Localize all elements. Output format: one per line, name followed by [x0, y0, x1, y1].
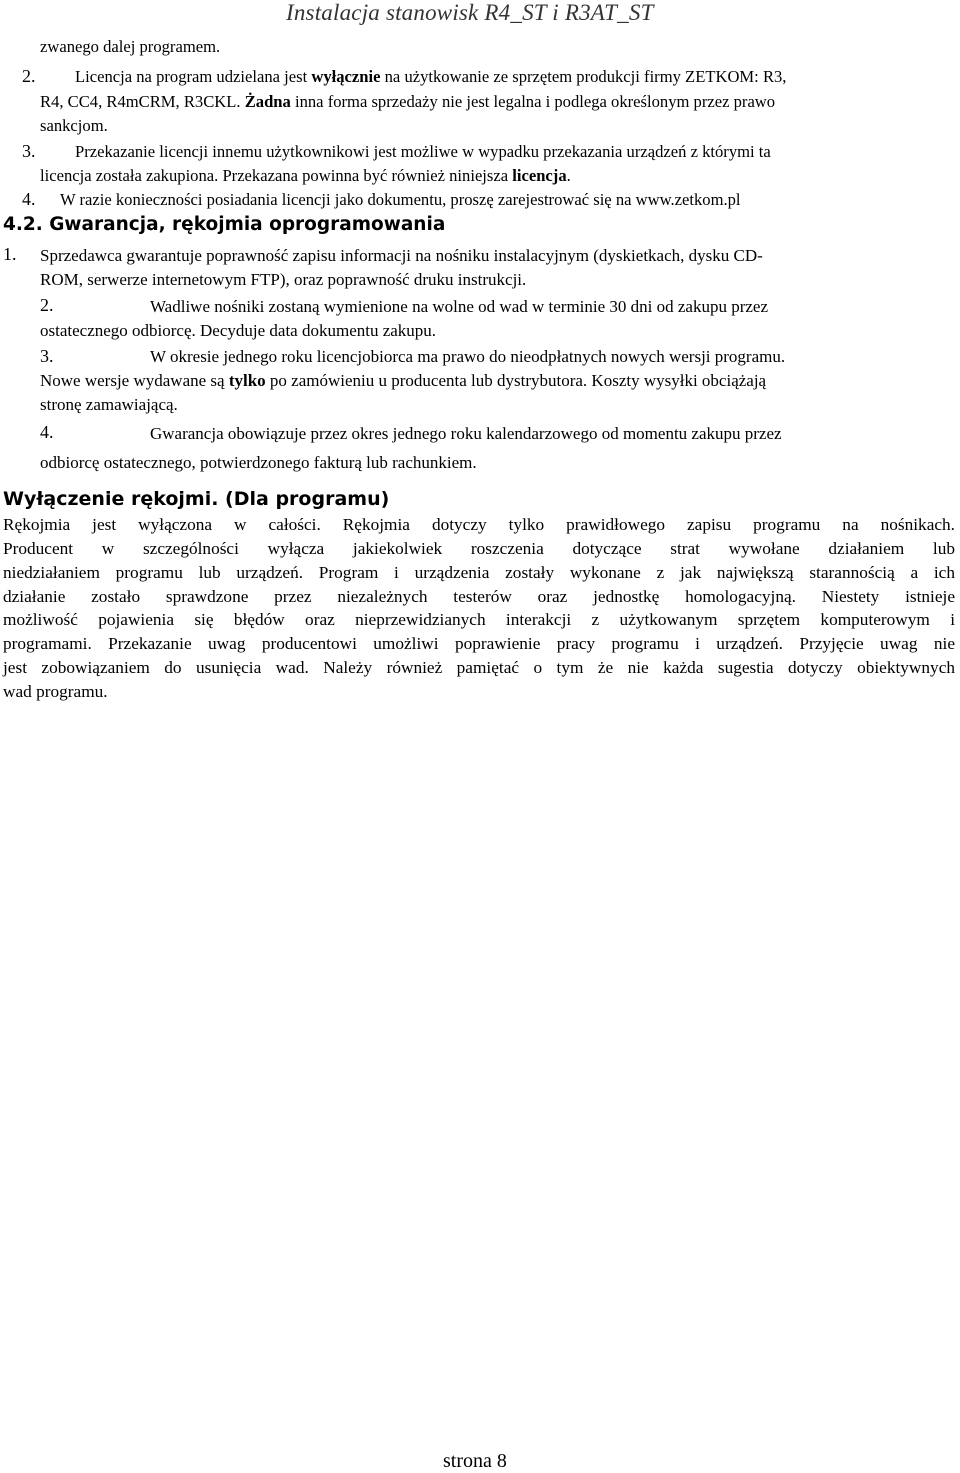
exclusion-line-1: Rękojmia jest wyłączona w całości. Rękojmia dotyczy tylko prawidłowego zapisu programu na nośnikach.	[3, 515, 955, 534]
running-header: Instalacja stanowisk R4_ST i R3AT_ST	[286, 0, 654, 25]
license-continuation: zwanego dalej programem.	[40, 37, 221, 56]
license-item-3-line-2: licencja została zakupiona. Przekazana powinna być również niniejsza licencja.	[40, 166, 571, 185]
warranty-item-3-line-1: W okresie jednego roku licencjobiorca ma prawo do nieodpłatnych nowych wersji programu.	[150, 347, 786, 366]
license-item-3-number: 3.	[22, 141, 36, 161]
exclusion-line-2: Producent w szczególności wyłącza jakiekolwiek roszczenia dotyczące strat wywołane działaniem lub	[3, 539, 955, 558]
warranty-item-2-line-1: Wadliwe nośniki zostaną wymienione na wolne od wad w terminie 30 dni od zakupu przez	[150, 297, 769, 316]
exclusion-line-5: możliwość pojawienia się błędów oraz nieprzewidzianych interakcji z użytkowanym sprzętem komputerowym i	[3, 610, 955, 629]
warranty-item-1-line-1: Sprzedawca gwarantuje poprawność zapisu informacji na nośniku instalacyjnym (dyskietkach, dysku CD-	[40, 246, 763, 265]
license-item-2-line-1: Licencja na program udzielana jest wyłącznie na użytkowanie ze sprzętem produkcji firmy ZETKOM: R3,	[75, 67, 787, 86]
warranty-item-1-number: 1.	[3, 244, 17, 264]
warranty-item-4-number: 4.	[40, 422, 54, 442]
warranty-item-2-number: 2.	[40, 295, 54, 315]
page-number: strona 8	[443, 1450, 507, 1472]
license-item-3-line-1: Przekazanie licencji innemu użytkownikowi jest możliwe w wypadku przekazania urządzeń z którymi ta	[75, 142, 771, 161]
license-item-2-number: 2.	[22, 66, 36, 86]
exclusion-line-4: działanie zostało sprawdzone przez niezależnych testerów oraz jednostkę homologacyjną. Niestety istnieje	[3, 587, 955, 606]
warranty-heading: 4.2. Gwarancja, rękojmia oprogramowania	[3, 214, 446, 235]
exclusion-heading: Wyłączenie rękojmi. (Dla programu)	[3, 488, 390, 510]
warranty-item-2-line-2: ostatecznego odbiorcę. Decyduje data dokumentu zakupu.	[40, 321, 437, 340]
exclusion-line-6: programami. Przekazanie uwag producentowi umożliwi poprawienie pracy programu i urządzeń. Przyjęcie uwag nie	[3, 634, 955, 653]
exclusion-line-7: jest zobowiązaniem do usunięcia wad. Należy również pamiętać o tym że nie każda sugestia dotyczy obiektywnych	[3, 658, 955, 677]
license-item-2-line-3: sankcjom.	[40, 116, 108, 135]
license-item-4-number: 4.	[22, 189, 36, 209]
warranty-item-3-line-3: stronę zamawiającą.	[40, 395, 178, 414]
license-item-2-line-2: R4, CC4, R4mCRM, R3CKL. Żadna inna forma sprzedaży nie jest legalna i podlega określonym przez prawo	[40, 92, 776, 111]
warranty-item-3-line-2: Nowe wersje wydawane są tylko po zamówieniu u producenta lub dystrybutora. Koszty wysyłki obciążają	[40, 371, 767, 390]
exclusion-line-8: wad programu.	[3, 682, 108, 701]
warranty-item-1-line-2: ROM, serwerze internetowym FTP), oraz poprawność druku instrukcji.	[40, 270, 527, 289]
warranty-item-3-number: 3.	[40, 346, 54, 366]
warranty-item-4-line-1: Gwarancja obowiązuje przez okres jednego roku kalendarzowego od momentu zakupu przez	[150, 424, 782, 443]
warranty-item-4-line-2: odbiorcę ostatecznego, potwierdzonego fakturą lub rachunkiem.	[40, 453, 477, 472]
license-item-4-line-1: W razie konieczności posiadania licencji jako dokumentu, proszę zarejestrować się na www.zetkom.pl	[60, 190, 741, 209]
exclusion-line-3: niedziałaniem programu lub urządzeń. Program i urządzenia zostały wykonane z jak największą starannością a ich	[3, 563, 955, 582]
